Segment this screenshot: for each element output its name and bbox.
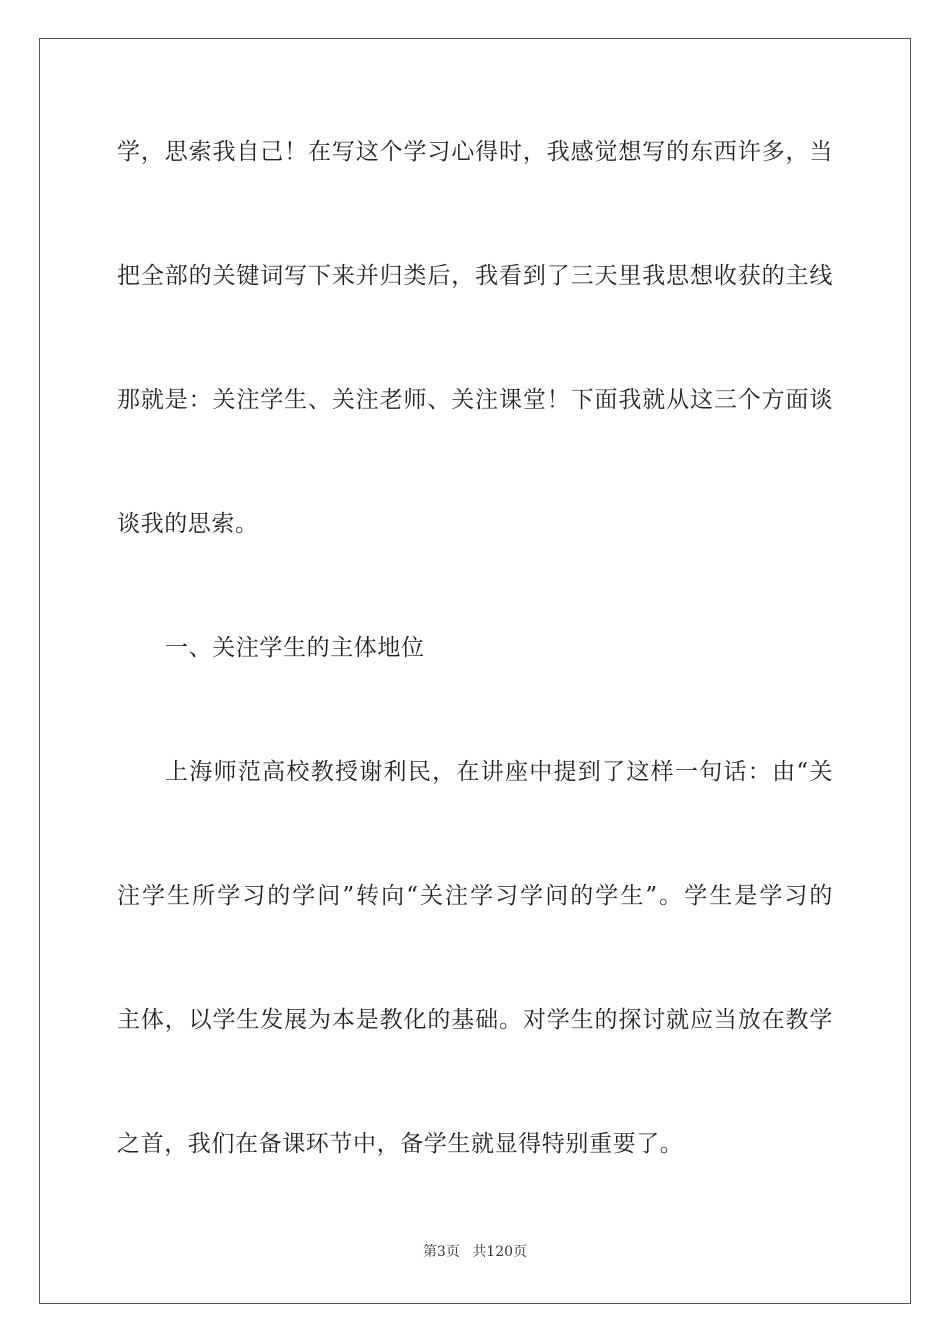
body-line-6: 上海师范高校教授谢利民，在讲座中提到了这样一句话：由“关	[165, 759, 833, 785]
page-number: 第3页	[422, 1244, 460, 1260]
body-line-9: 之首，我们在备课环节中，备学生就显得特别重要了。	[117, 1131, 684, 1157]
body-line-3: 那就是：关注学生、关注老师、关注课堂！下面我就从这三个方面谈	[117, 387, 833, 413]
body-line-2: 把全部的关键词写下来并归类后，我看到了三天里我思想收获的主线	[117, 263, 833, 289]
body-line-8: 主体，以学生发展为本是教化的基础。对学生的探讨就应当放在教学	[117, 1007, 833, 1033]
page-total: 共120页	[472, 1244, 528, 1260]
section-heading: 一、关注学生的主体地位	[165, 635, 425, 661]
body-line-7: 注学生所学习的学问”转向“关注学习学问的学生”。学生是学习的	[117, 883, 833, 909]
body-line-4: 谈我的思索。	[117, 511, 259, 537]
page-footer	[0, 1243, 950, 1261]
page-border	[39, 38, 911, 1304]
body-line-1: 学，思索我自己！在写这个学习心得时，我感觉想写的东西许多，当	[117, 139, 833, 165]
